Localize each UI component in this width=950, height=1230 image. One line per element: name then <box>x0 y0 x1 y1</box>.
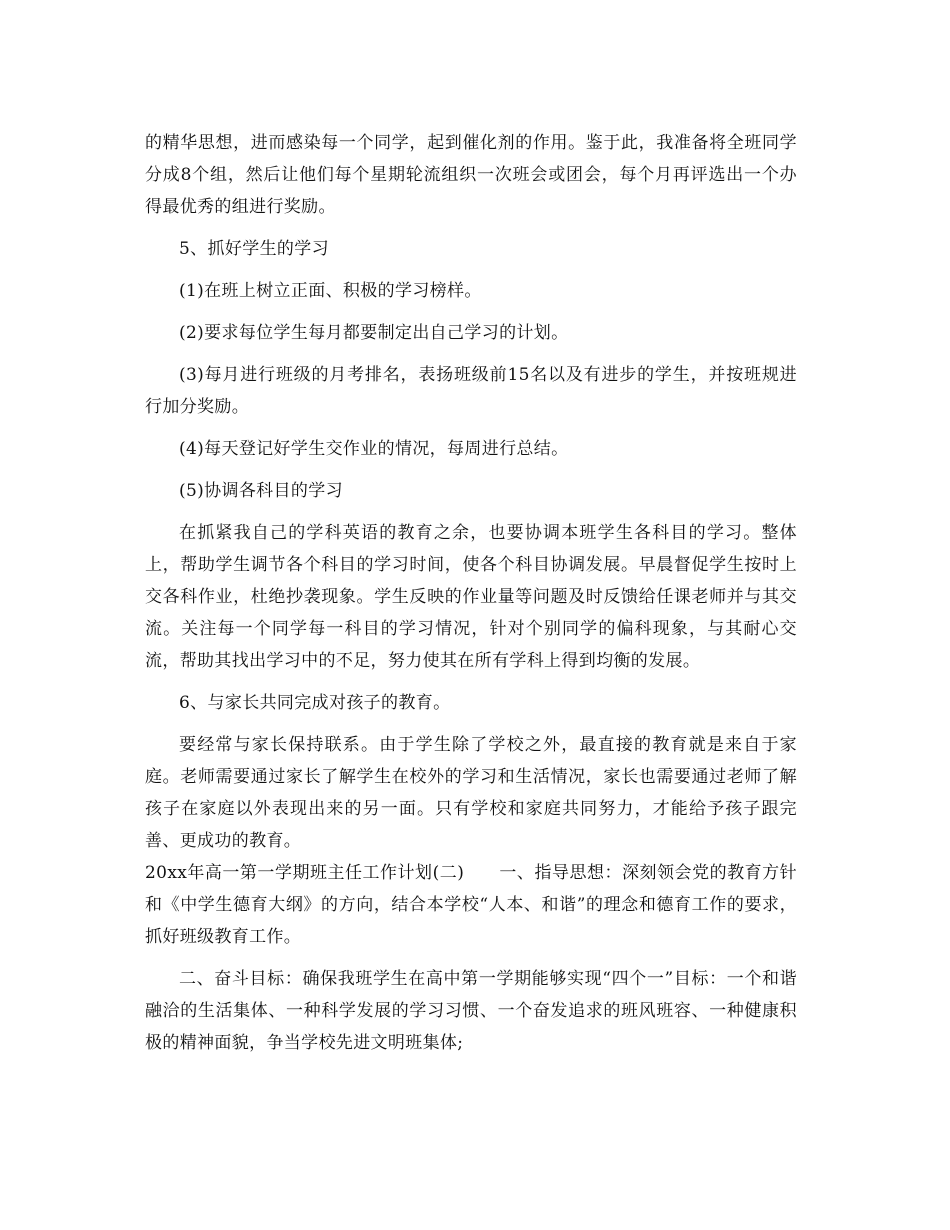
paragraph-goals: 二、奋斗目标：确保我班学生在高中第一学期能够实现“四个一”目标：一个和谐融洽的生活集体、一种科学发展的学习习惯、一个奋发追求的班风班容、一种健康积极的精神面貌，争当学校先进文明班集体; <box>145 969 797 1053</box>
list-item-4: (4)每天登记好学生交作业的情况，每周进行总结。 <box>179 439 569 459</box>
paragraph-continuation: 的精华思想，进而感染每一个同学，起到催化剂的作用。鉴于此，我准备将全班同学分成8个组，然后让他们每个星期轮流组织一次班会或团会，每个月再评选出一个办得最优秀的组进行奖励。 <box>145 133 797 217</box>
paragraph-parents: 要经常与家长保持联系。由于学生除了学校之外，最直接的教育就是来自于家庭。老师需要通过家长了解学生在校外的学习和生活情况，家长也需要通过老师了解孩子在家庭以外表现出来的另一面。只有学校和家庭共同努力，才能给予孩子跟完善、更成功的教育。 <box>145 735 797 851</box>
section-heading-5: 5、抓好学生的学习 <box>179 239 329 259</box>
plan-title-paragraph: 20xx年高一第一学期班主任工作计划(二) 一、指导思想：深刻领会党的教育方针和《中学生德育大纲》的方向，结合本学校“人本、和谐”的理念和德育工作的要求，抓好班级教育工作。 <box>145 863 797 947</box>
list-item-5: (5)协调各科目的学习 <box>179 481 343 501</box>
list-item-3: (3)每月进行班级的月考排名，表扬班级前15名以及有进步的学生，并按班规进行加分奖励。 <box>145 365 797 417</box>
paragraph-subjects: 在抓紧我自己的学科英语的教育之余，也要协调本班学生各科目的学习。整体上，帮助学生调节各个科目的学习时间，使各个科目协调发展。早晨督促学生按时上交各科作业，杜绝抄袭现象。学生反映的作业量等问题及时反馈给任课老师并与其交流。关注每一个同学每一科目的学习情况，针对个别同学的偏科现象，与其耐心交流，帮助其找出学习中的不足，努力使其在所有学科上得到均衡的发展。 <box>145 523 797 671</box>
document-page <box>145 127 797 1059</box>
list-item-2: (2)要求每位学生每月都要制定出自己学习的计划。 <box>179 323 569 343</box>
list-item-1: (1)在班上树立正面、积极的学习榜样。 <box>179 281 482 301</box>
section-heading-6: 6、与家长共同完成对孩子的教育。 <box>179 693 451 713</box>
